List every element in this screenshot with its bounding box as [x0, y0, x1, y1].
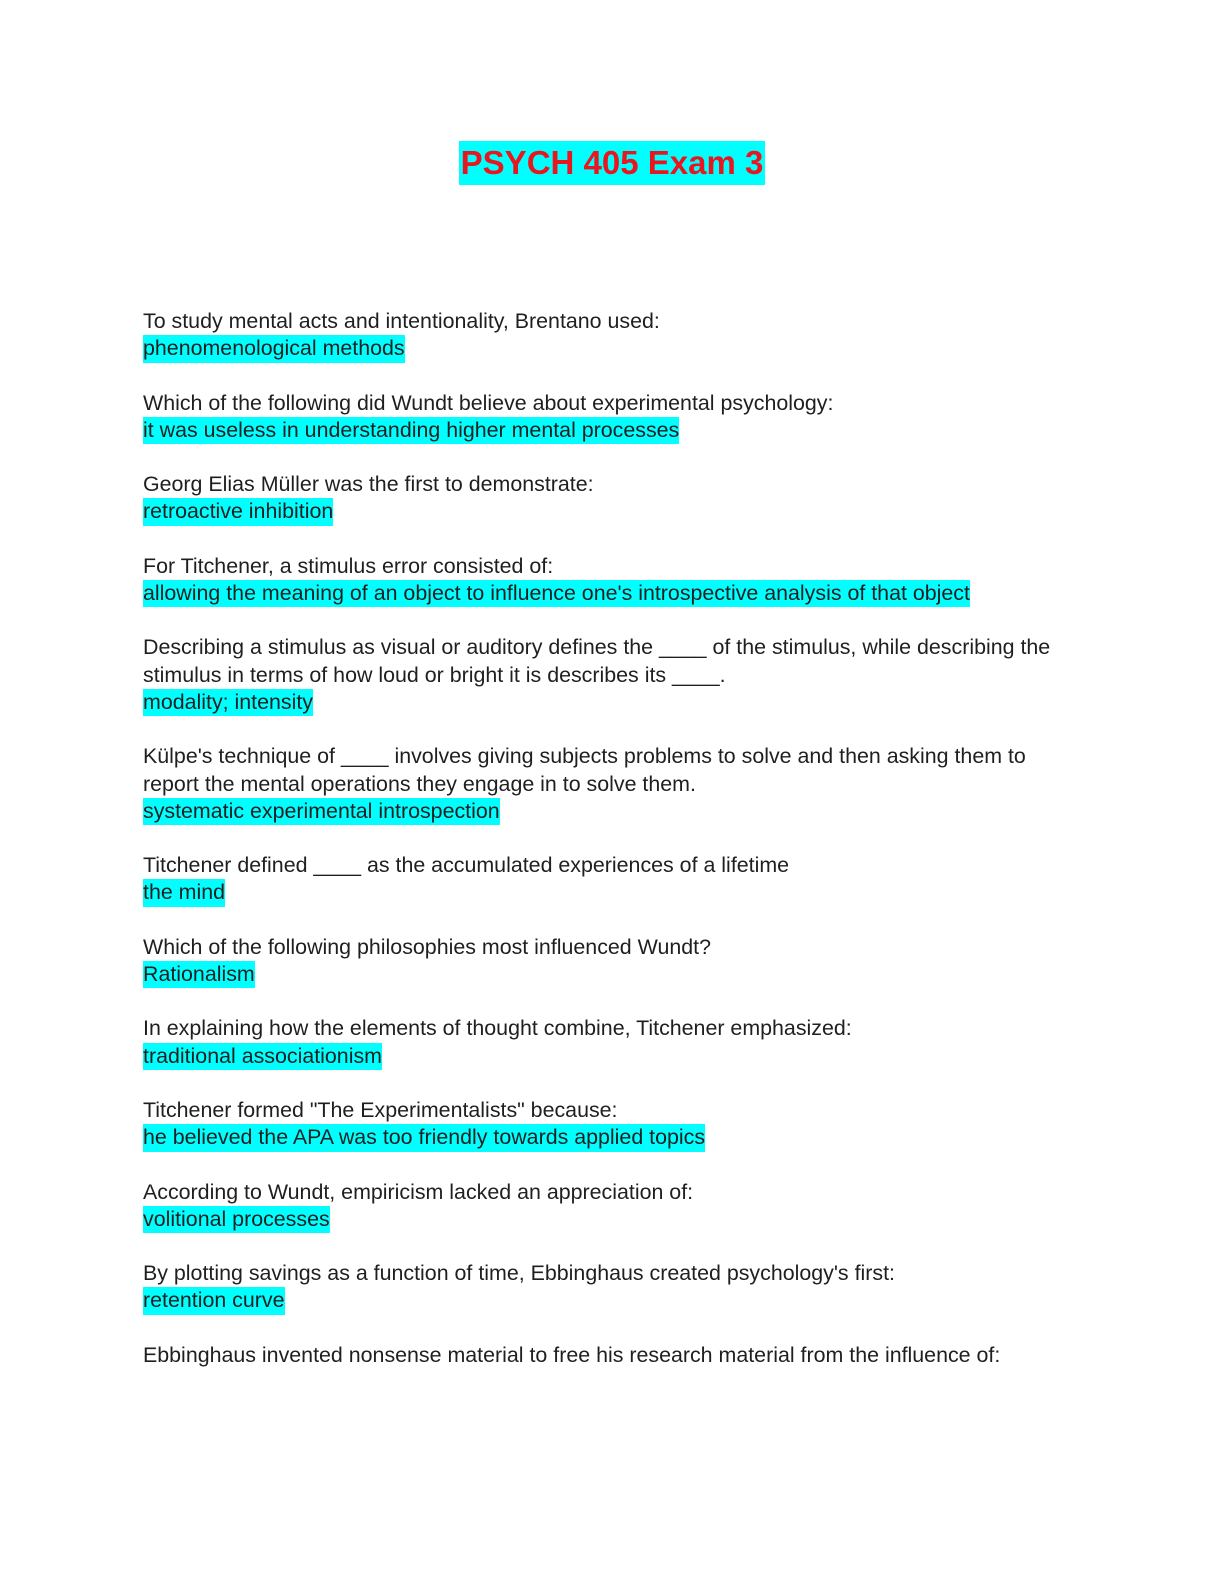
- answer-highlight: retroactive inhibition: [143, 498, 333, 525]
- question-text: Külpe's technique of ____ involves giving subjects problems to solve and then asking them to report the mental operations they engage in to solve them.: [143, 744, 1026, 796]
- qa-item: [143, 553, 1083, 608]
- qa-item: [143, 1097, 1083, 1152]
- question-text: Titchener defined ____ as the accumulated experiences of a lifetime: [143, 853, 790, 878]
- question-text: According to Wundt, empiricism lacked an appreciation of:: [143, 1179, 694, 1204]
- answer-highlight: phenomenological methods: [143, 335, 405, 362]
- qa-item: [143, 934, 1083, 989]
- qa-item: [143, 1179, 1083, 1234]
- question-text: Which of the following did Wundt believe about experimental psychology:: [143, 390, 834, 415]
- question-text: Georg Elias Müller was the first to demonstrate:: [143, 472, 594, 497]
- qa-item: [143, 743, 1083, 825]
- document-title: PSYCH 405 Exam 3: [459, 141, 766, 185]
- answer-highlight: modality; intensity: [143, 689, 313, 716]
- answer-highlight: volitional processes: [143, 1206, 330, 1233]
- qa-item: [143, 471, 1083, 526]
- qa-item: [143, 1260, 1083, 1315]
- question-text: Titchener formed "The Experimentalists" because:: [143, 1097, 618, 1122]
- question-text: Describing a stimulus as visual or auditory defines the ____ of the stimulus, while describing the stimulus in terms of how loud or bright it is describes its ____.: [143, 635, 1051, 687]
- question-text: Ebbinghaus invented nonsense material to free his research material from the influence of:: [143, 1342, 1001, 1367]
- answer-highlight: the mind: [143, 879, 225, 906]
- question-text: For Titchener, a stimulus error consisted of:: [143, 553, 554, 578]
- answer-highlight: Rationalism: [143, 961, 255, 988]
- question-text: Which of the following philosophies most influenced Wundt?: [143, 934, 711, 959]
- question-text: In explaining how the elements of thought combine, Titchener emphasized:: [143, 1016, 852, 1041]
- answer-highlight: retention curve: [143, 1287, 285, 1314]
- answer-highlight: allowing the meaning of an object to influence one's introspective analysis of that object: [143, 580, 970, 607]
- question-list: [143, 308, 1083, 1396]
- qa-item: [143, 1342, 1083, 1369]
- answer-highlight: systematic experimental introspection: [143, 798, 500, 825]
- qa-item: [143, 308, 1083, 363]
- question-text: By plotting savings as a function of time, Ebbinghaus created psychology's first:: [143, 1261, 895, 1286]
- qa-item: [143, 852, 1083, 907]
- answer-highlight: traditional associationism: [143, 1043, 382, 1070]
- question-text: To study mental acts and intentionality, Brentano used:: [143, 309, 660, 333]
- answer-highlight: he believed the APA was too friendly towards applied topics: [143, 1124, 705, 1151]
- qa-item: [143, 634, 1083, 716]
- title-container: [0, 141, 1224, 185]
- qa-item: [143, 1015, 1083, 1070]
- qa-item: [143, 390, 1083, 445]
- answer-highlight: it was useless in understanding higher mental processes: [143, 417, 679, 444]
